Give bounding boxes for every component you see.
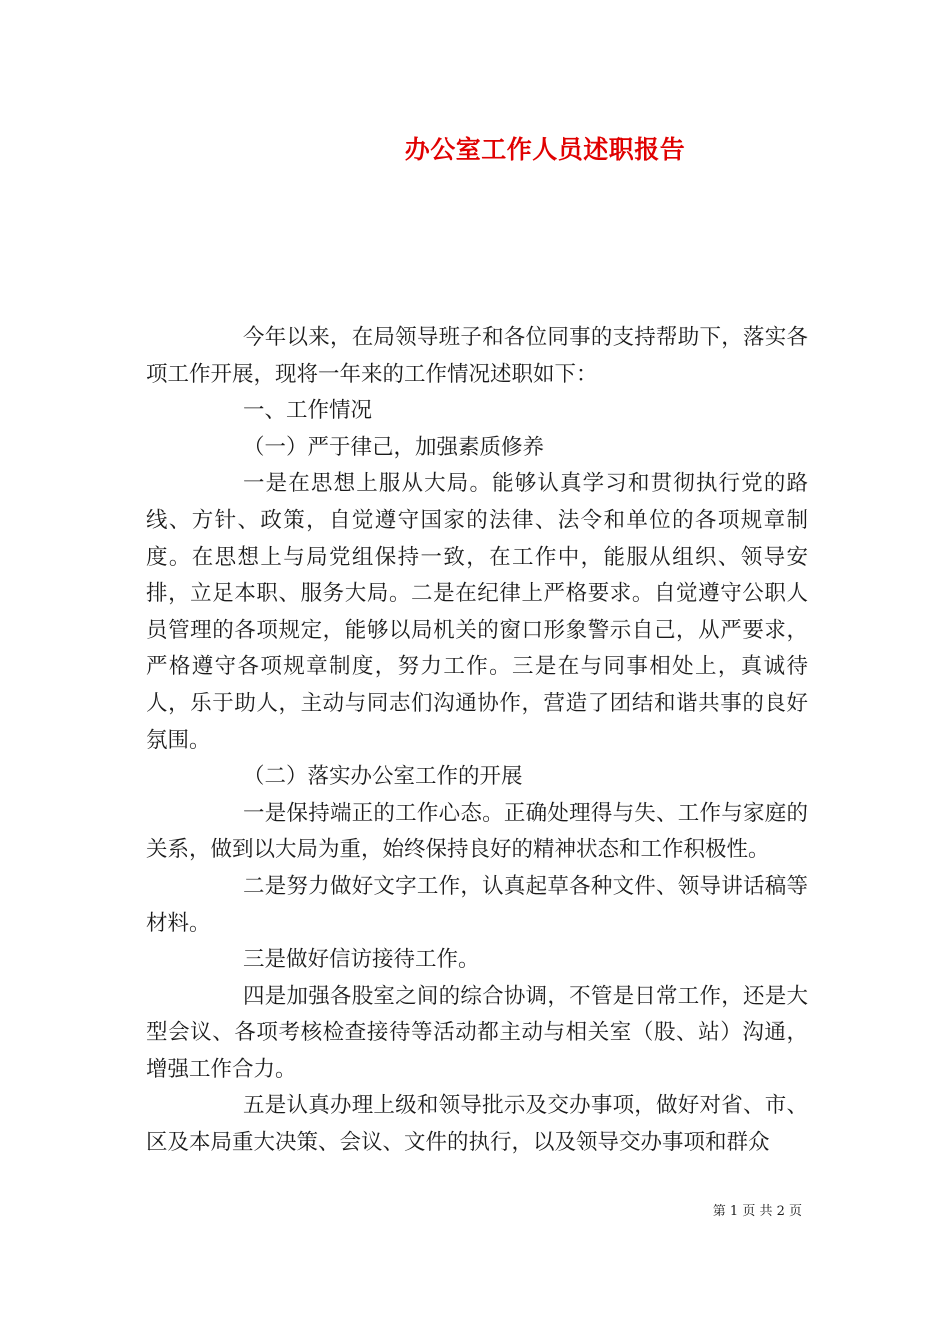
document-title: 办公室工作人员述职报告 [404,135,686,164]
paragraph-item-2: 二是努力做好文字工作，认真起草各种文件、领导讲话稿等材料。 [146,873,808,936]
paragraph-intro: 今年以来，在局领导班子和各位同事的支持帮助下，落实各项工作开展，现将一年来的工作情况述职如下： [146,325,808,387]
subsection-heading-1: （一）严于律己，加强素质修养 [243,434,545,460]
paragraph-item-5: 五是认真办理上级和领导批示及交办事项，做好对省、市、区及本局重大决策、会议、文件的执行，以及领导交办事项和群众 [146,1093,808,1156]
paragraph-item-4: 四是加强各股室之间的综合协调，不管是日常工作，还是大型会议、各项考核检查接待等活动都主动与相关室（股、站）沟通，增强工作合力。 [146,983,808,1082]
paragraph-discipline: 一是在思想上服从大局。能够认真学习和贯彻执行党的路线、方针、政策，自觉遵守国家的法律、法令和单位的各项规章制度。在思想上与局党组保持一致，在工作中，能服从组织、领导安排，立足本职、服务大局。二是在纪律上严格要求。自觉遵守公职人员管理的各项规定，能够以局机关的窗口形象警示自己，从严要求，严格遵守各项规章制度，努力工作。三是在与同事相处上，真诚待人，乐于助人，主动与同志们沟通协作，营造了团结和谐共事的良好氛围。 [146,471,808,753]
paragraph-item-3: 三是做好信访接待工作。 [243,947,480,973]
paragraph-item-1: 一是保持端正的工作心态。正确处理得与失、工作与家庭的关系，做到以大局为重，始终保持良好的精神状态和工作积极性。 [146,800,808,863]
document-body [146,320,808,1162]
section-heading-1: 一、工作情况 [243,398,373,424]
page-number-footer: 第 1 页 共 2 页 [712,1204,802,1219]
subsection-heading-2: （二）落实办公室工作的开展 [243,764,523,790]
